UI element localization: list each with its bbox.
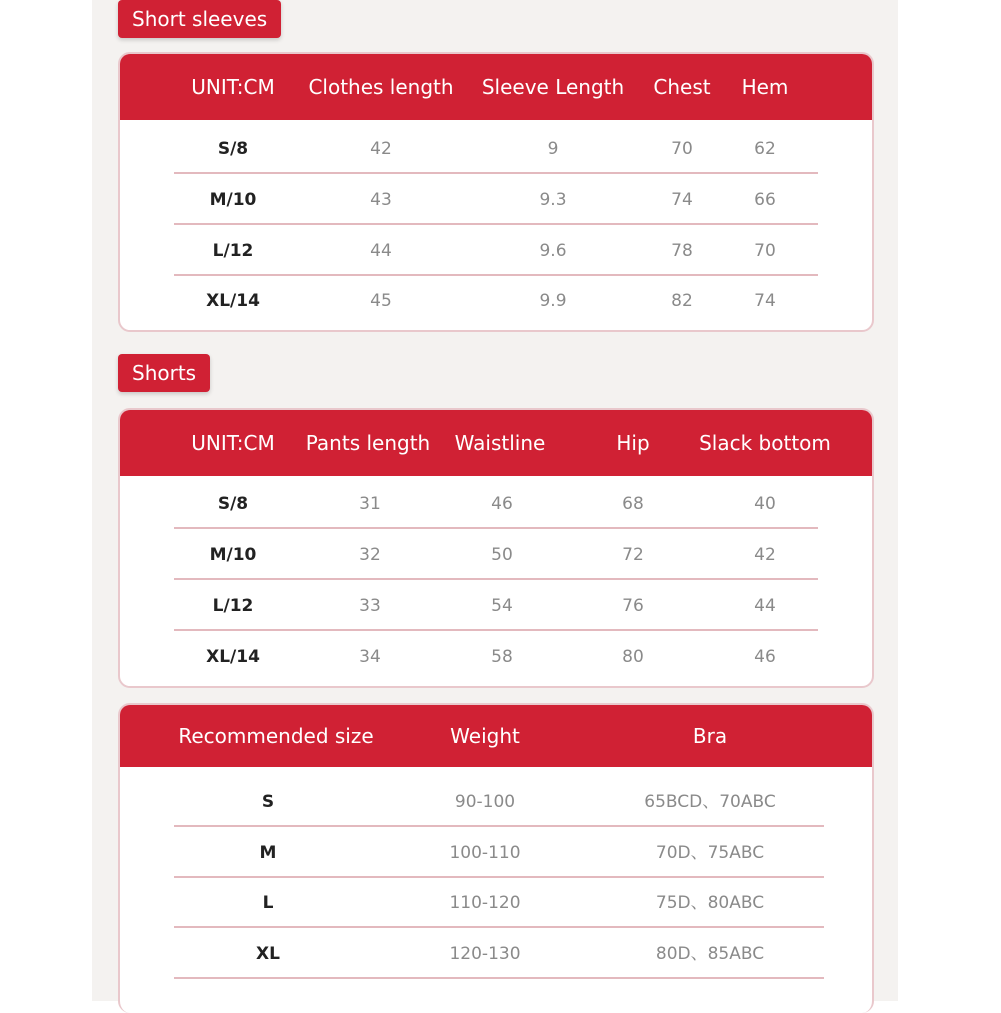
recommended-size-table bbox=[118, 703, 874, 1013]
size-cell: XL/14 bbox=[206, 647, 260, 667]
bra-cell: 75D、80ABC bbox=[655, 893, 765, 913]
section-label-short-sleeves: Short sleeves bbox=[118, 0, 281, 38]
bra-cell: 80D、85ABC bbox=[655, 944, 765, 964]
table-row bbox=[174, 175, 818, 225]
header-hem: Hem bbox=[741, 75, 789, 99]
clothes-length-cell: 44 bbox=[370, 241, 392, 261]
row-divider bbox=[174, 527, 818, 529]
header-chest: Chest bbox=[653, 75, 711, 99]
pants-length-cell: 34 bbox=[359, 647, 381, 667]
section-label-shorts: Shorts bbox=[118, 354, 210, 392]
table-row bbox=[174, 124, 818, 174]
header-bra: Bra bbox=[692, 724, 728, 748]
weight-cell: 100-110 bbox=[449, 843, 521, 863]
row-divider bbox=[174, 578, 818, 580]
slack-bottom-cell: 42 bbox=[754, 545, 776, 565]
header-unit: UNIT:CM bbox=[191, 431, 275, 455]
size-cell: L/12 bbox=[212, 596, 254, 616]
short-sleeves-table bbox=[118, 52, 874, 332]
header-hip: Hip bbox=[616, 431, 650, 455]
row-divider bbox=[174, 223, 818, 225]
header-recommended-size: Recommended size bbox=[178, 724, 374, 748]
header-unit: UNIT:CM bbox=[191, 75, 275, 99]
header-clothes-length: Clothes length bbox=[308, 75, 454, 99]
chest-cell: 74 bbox=[671, 190, 693, 210]
hem-cell: 66 bbox=[754, 190, 776, 210]
chest-cell: 78 bbox=[671, 241, 693, 261]
pants-length-cell: 31 bbox=[359, 494, 381, 514]
table-row bbox=[174, 632, 818, 682]
hem-cell: 70 bbox=[754, 241, 776, 261]
size-cell: L bbox=[262, 893, 274, 913]
table-row bbox=[174, 276, 818, 326]
table-row bbox=[174, 226, 818, 276]
slack-bottom-cell: 40 bbox=[754, 494, 776, 514]
hip-cell: 68 bbox=[622, 494, 644, 514]
header-sleeve-length: Sleeve Length bbox=[481, 75, 625, 99]
hip-cell: 72 bbox=[622, 545, 644, 565]
hip-cell: 80 bbox=[622, 647, 644, 667]
row-divider bbox=[174, 825, 824, 827]
size-cell: XL/14 bbox=[206, 291, 260, 311]
size-cell: S bbox=[261, 792, 275, 812]
size-cell: M/10 bbox=[209, 190, 257, 210]
row-divider bbox=[174, 926, 824, 928]
header-waistline: Waistline bbox=[454, 431, 546, 455]
size-cell: L/12 bbox=[212, 241, 254, 261]
size-cell: S/8 bbox=[217, 494, 249, 514]
table-row bbox=[174, 878, 824, 928]
table-row bbox=[174, 777, 824, 827]
row-divider bbox=[174, 172, 818, 174]
waistline-cell: 54 bbox=[491, 596, 513, 616]
table-row bbox=[174, 828, 824, 878]
weight-cell: 120-130 bbox=[449, 944, 521, 964]
header-slack-bottom: Slack bottom bbox=[699, 431, 831, 455]
hem-cell: 62 bbox=[754, 139, 776, 159]
clothes-length-cell: 42 bbox=[370, 139, 392, 159]
header-weight: Weight bbox=[450, 724, 520, 748]
row-divider bbox=[174, 977, 824, 979]
chest-cell: 70 bbox=[671, 139, 693, 159]
size-cell: XL bbox=[256, 944, 280, 964]
size-cell: M bbox=[259, 843, 277, 863]
waistline-cell: 58 bbox=[491, 647, 513, 667]
waistline-cell: 46 bbox=[491, 494, 513, 514]
weight-cell: 90-100 bbox=[454, 792, 516, 812]
sleeve-length-cell: 9 bbox=[547, 139, 559, 159]
bra-cell: 70D、75ABC bbox=[655, 843, 765, 863]
hem-cell: 74 bbox=[754, 291, 776, 311]
slack-bottom-cell: 46 bbox=[754, 647, 776, 667]
header-pants-length: Pants length bbox=[305, 431, 431, 455]
weight-cell: 110-120 bbox=[449, 893, 521, 913]
table-row bbox=[174, 479, 818, 529]
chest-cell: 82 bbox=[671, 291, 693, 311]
size-cell: M/10 bbox=[209, 545, 257, 565]
clothes-length-cell: 43 bbox=[370, 190, 392, 210]
table-header bbox=[120, 54, 872, 120]
slack-bottom-cell: 44 bbox=[754, 596, 776, 616]
waistline-cell: 50 bbox=[491, 545, 513, 565]
sleeve-length-cell: 9.3 bbox=[539, 190, 567, 210]
table-header bbox=[120, 410, 872, 476]
bra-cell: 65BCD、70ABC bbox=[644, 792, 776, 812]
sleeve-length-cell: 9.6 bbox=[539, 241, 567, 261]
hip-cell: 76 bbox=[622, 596, 644, 616]
pants-length-cell: 32 bbox=[359, 545, 381, 565]
pants-length-cell: 33 bbox=[359, 596, 381, 616]
table-row bbox=[174, 929, 824, 979]
clothes-length-cell: 45 bbox=[370, 291, 392, 311]
shorts-table bbox=[118, 408, 874, 688]
sleeve-length-cell: 9.9 bbox=[539, 291, 567, 311]
table-header bbox=[120, 705, 872, 767]
size-cell: S/8 bbox=[217, 139, 249, 159]
row-divider bbox=[174, 629, 818, 631]
table-row bbox=[174, 581, 818, 631]
table-row bbox=[174, 530, 818, 580]
